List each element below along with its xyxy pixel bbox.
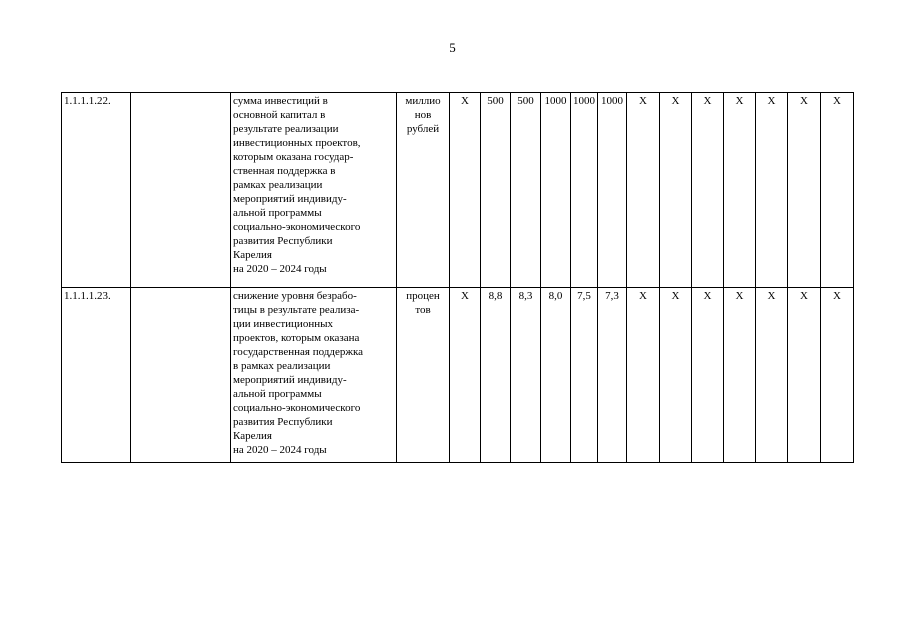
unit-line: рублей <box>406 123 440 135</box>
value-cell: X <box>660 93 692 288</box>
value-cell: X <box>724 288 756 463</box>
value-cell: X <box>724 93 756 288</box>
value-cell: 8,0 <box>541 288 571 463</box>
indicator-name-line: развития Республики <box>233 235 333 247</box>
indicator-name-line: ции инвестиционных <box>233 318 333 330</box>
indicator-name-line: ственная поддержка в <box>233 165 336 177</box>
value-cell: X <box>627 93 660 288</box>
value-cell: 1000 <box>541 93 571 288</box>
indicator-name-line: развития Республики <box>233 416 333 428</box>
value-cell: X <box>788 93 821 288</box>
indicator-name-line: на 2020 – 2024 годы <box>233 263 327 275</box>
indicator-name-line: социально-экономического <box>233 402 361 414</box>
value-cell: X <box>450 288 481 463</box>
indicator-name-line: результате реализации <box>233 123 339 135</box>
value-cell: X <box>627 288 660 463</box>
empty-cell <box>131 288 231 463</box>
indicator-name-line: снижение уровня безрабо- <box>233 290 357 302</box>
indicator-name-line: сумма инвестиций в <box>233 95 328 107</box>
indicator-name <box>231 93 397 288</box>
unit-line: миллио <box>405 95 441 107</box>
value-cell: 500 <box>511 93 541 288</box>
value-cell: X <box>692 288 724 463</box>
indicator-name-line: инвестиционных проектов, <box>233 137 361 149</box>
indicator-name-line: государственная поддержка <box>233 346 364 358</box>
indicator-name-line: рамках реализации <box>233 179 323 191</box>
page-number: 5 <box>449 40 456 55</box>
indicator-name-line: на 2020 – 2024 годы <box>233 444 327 456</box>
value-cell: 7,5 <box>571 288 598 463</box>
value-cell: X <box>660 288 692 463</box>
indicator-name-line: тицы в результате реализа- <box>233 304 360 316</box>
unit-of-measure <box>397 93 450 288</box>
table-row <box>62 93 854 288</box>
value-cell: 8,3 <box>511 288 541 463</box>
value-cell: X <box>450 93 481 288</box>
value-cell: X <box>756 288 788 463</box>
indicator-code: 1.1.1.1.22. <box>62 93 131 288</box>
empty-cell <box>131 93 231 288</box>
unit-line: нов <box>414 109 432 121</box>
unit-line: тов <box>415 304 431 316</box>
value-cell: 7,3 <box>598 288 627 463</box>
indicator-name <box>231 288 397 463</box>
indicator-name-line: Карелия <box>233 249 272 261</box>
indicator-name-line: мероприятий индивиду- <box>233 374 347 386</box>
indicator-name-line: альной программы <box>233 388 322 400</box>
value-cell: 1000 <box>571 93 598 288</box>
value-cell: X <box>692 93 724 288</box>
indicators-table <box>61 92 854 463</box>
value-cell: X <box>821 93 854 288</box>
value-cell: X <box>756 93 788 288</box>
unit-of-measure <box>397 288 450 463</box>
unit-line: процен <box>406 290 440 302</box>
indicator-name-line: проектов, которым оказана <box>233 332 360 344</box>
indicator-name-line: социально-экономического <box>233 221 361 233</box>
indicator-name-line: основной капитал в <box>233 109 326 121</box>
value-cell: 500 <box>481 93 511 288</box>
indicator-name-line: которым оказана государ- <box>233 151 354 163</box>
indicator-code: 1.1.1.1.23. <box>62 288 131 463</box>
indicator-name-line: Карелия <box>233 430 272 442</box>
value-cell: 8,8 <box>481 288 511 463</box>
value-cell: 1000 <box>598 93 627 288</box>
indicator-name-line: альной программы <box>233 207 322 219</box>
table-row <box>62 288 854 463</box>
value-cell: X <box>788 288 821 463</box>
indicator-name-line: мероприятий индивиду- <box>233 193 347 205</box>
indicator-name-line: в рамках реализации <box>233 360 331 372</box>
value-cell: X <box>821 288 854 463</box>
